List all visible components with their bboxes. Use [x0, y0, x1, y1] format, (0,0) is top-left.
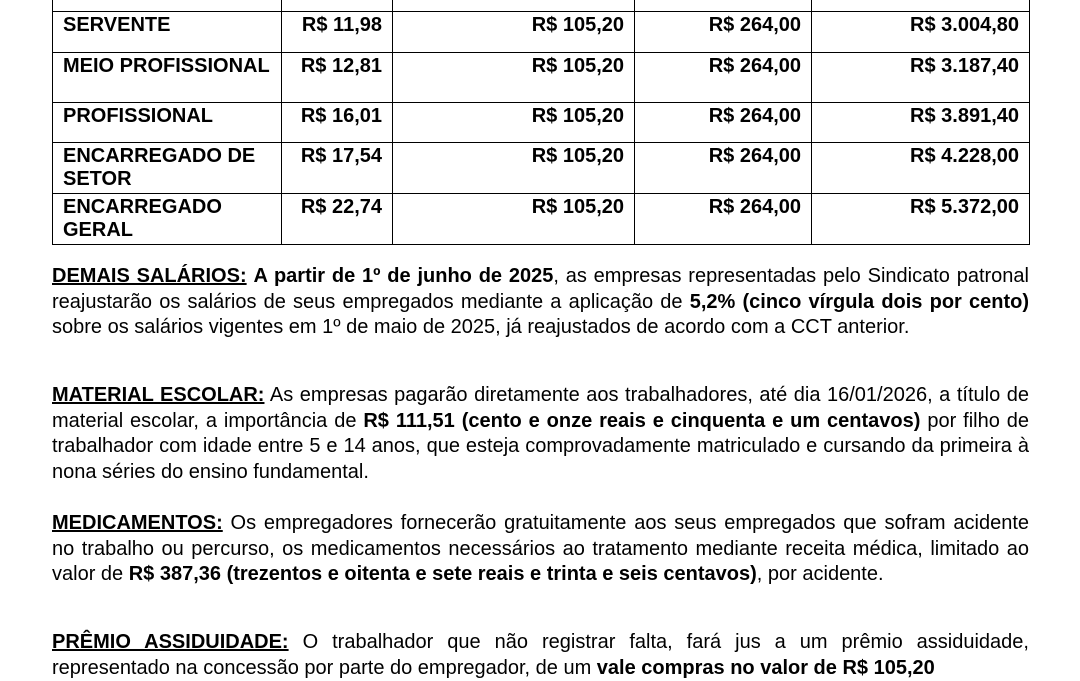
bold-text: vale compras no valor de R$ 105,20	[596, 656, 935, 679]
body-text: As empresas pagarão diretamente aos trabalhadores, até dia 16/01/2026, a título de material escolar, a importância de	[52, 384, 1029, 432]
wage-table	[52, 0, 1030, 245]
value-cell: R$ 105,20	[393, 194, 635, 245]
role-cell: ENCARREGADO GERAL	[53, 194, 282, 245]
total-cell: R$ 4.228,00	[812, 143, 1030, 194]
value-cell: R$ 105,20	[393, 143, 635, 194]
body-text: por filho de trabalhador com idade entre 5 e 14 anos, que esteja comprovadamente matriculado e cursando da primeira à nona séries do ensino fundamental.	[52, 409, 1030, 483]
total-cell: R$ 3.187,40	[812, 53, 1030, 103]
body-text: , por acidente.	[756, 563, 884, 585]
table-row	[53, 0, 1030, 12]
body-text: Os empregadores fornecerão gratuitamente aos seus empregados que sofram acidente no trabalho ou percurso, os medicamentos necessários ao tratamento mediante receita médica, limitado ao valor de	[52, 512, 1029, 585]
hourly-wage-cell: R$ 22,74	[282, 194, 393, 245]
demais-salarios-paragraph	[52, 264, 1029, 341]
table-row	[53, 53, 1030, 103]
section-heading: MATERIAL ESCOLAR:	[52, 384, 265, 406]
role-cell: PROFISSIONAL	[53, 103, 282, 143]
total-cell: R$ 5.372,00	[812, 194, 1030, 245]
value-cell: R$ 105,20	[393, 12, 635, 53]
value-cell: R$ 264,00	[635, 143, 812, 194]
material-escolar-paragraph	[52, 383, 1029, 485]
hourly-wage-cell: R$ 16,01	[282, 103, 393, 143]
hourly-wage-cell: R$ 12,81	[282, 53, 393, 103]
value-cell: R$ 264,00	[635, 12, 812, 53]
bold-text: R$ 387,36 (trezentos e oitenta e sete reais e trinta e seis centavos)	[128, 563, 757, 585]
table-row	[53, 12, 1030, 53]
value-cell: R$ 105,20	[393, 103, 635, 143]
bold-text: 5,2% (cinco vírgula dois por cento)	[689, 290, 1030, 313]
role-cell: ENCARREGADO DE SETOR	[53, 143, 282, 194]
total-cell: R$ 3.004,80	[812, 12, 1030, 53]
bold-text: A partir de 1º de junho de 2025	[253, 265, 554, 287]
hourly-wage-cell: R$ 17,54	[282, 143, 393, 194]
value-cell: R$ 264,00	[635, 194, 812, 245]
section-heading: MEDICAMENTOS:	[52, 512, 223, 534]
body-text: , as empresas representadas pelo Sindicato patronal reajustarão os salários de seus empregados mediante a aplicação de	[52, 265, 1029, 313]
value-cell: R$ 264,00	[635, 103, 812, 143]
section-heading: DEMAIS SALÁRIOS:	[52, 265, 247, 287]
medicamentos-paragraph	[52, 511, 1029, 588]
value-cell: R$ 105,20	[393, 53, 635, 103]
role-cell: SERVENTE	[53, 12, 282, 53]
bold-text: R$ 111,51 (cento e onze reais e cinquenta e um centavos)	[363, 409, 921, 432]
table-row	[53, 143, 1030, 194]
premio-assiduidade-paragraph	[52, 630, 1029, 681]
total-cell: R$ 3.891,40	[812, 103, 1030, 143]
hourly-wage-cell: R$ 11,98	[282, 12, 393, 53]
section-heading: PRÊMIO ASSIDUIDADE:	[52, 631, 289, 653]
body-text: O trabalhador que não registrar falta, fará jus a um prêmio assiduidade, representado na concessão por parte do empregador, de um	[52, 631, 1029, 679]
value-cell: R$ 264,00	[635, 53, 812, 103]
role-cell: MEIO PROFISSIONAL	[53, 53, 282, 103]
table-row	[53, 103, 1030, 143]
table-row	[53, 194, 1030, 245]
body-text: sobre os salários vigentes em 1º de maio de 2025, já reajustados de acordo com a CCT anterior.	[52, 316, 910, 338]
